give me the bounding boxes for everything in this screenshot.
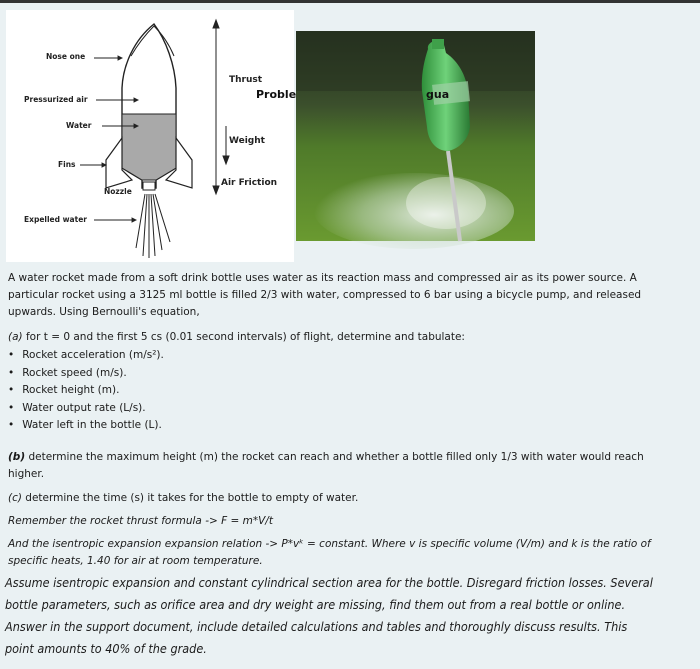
part-a-text: for t = 0 and the first 5 cs (0.01 second intervals) of flight, determine and tabulate: <box>22 331 465 343</box>
expelled-water-label: Expelled water <box>24 215 87 224</box>
intro-paragraph: A water rocket made from a soft drink bottle uses water as its reaction mass and compressed air as its power source. A particular rocket using a 3125 ml bottle is filled 2/3 with water, compressed to 6 bar using a bicycle pump, and released upwards. Using Bernoulli's equation, <box>8 272 642 318</box>
fins-label: Fins <box>58 160 76 169</box>
part-b-label: (b) <box>8 451 26 463</box>
part-b <box>8 449 678 483</box>
top-border <box>0 0 700 3</box>
isentropic-relation-note: And the isentropic expansion expansion relation -> P*vᵏ = constant. Where v is specific volume (V/m) and k is the ratio of specific heats, 1.40 for air at room temperature. <box>8 538 651 567</box>
part-c-label: (c) <box>8 492 22 504</box>
pressurized-air-label: Pressurized air <box>24 95 88 104</box>
list-item: • Rocket speed (m/s). <box>8 365 164 383</box>
assumptions-paragraph: Assume isentropic expansion and constant cylindrical section area for the bottle. Disregard friction losses. Several bottle parameters, such as orifice area and dry weight are missing, find them out from a real bottle or online. Answer in the support document, include detailed calculations and tables and thoroughly discuss results. This point amounts to 40% of the grade. <box>5 576 653 656</box>
photo-overlay-text-1: Proble <box>256 88 297 101</box>
thrust-formula-note: Remember the rocket thrust formula -> F = m*V/t <box>8 515 273 527</box>
water-label: Water <box>66 121 92 130</box>
tabulate-list <box>8 347 164 435</box>
nozzle-label: Nozzle <box>104 187 132 196</box>
part-c-text: determine the time (s) it takes for the bottle to empty of water. <box>21 492 359 504</box>
rocket-diagram <box>6 10 297 262</box>
thrust-label: Thrust <box>229 75 263 85</box>
weight-label: Weight <box>229 136 265 146</box>
part-a-label: (a) <box>8 331 23 343</box>
part-b-text: determine the maximum height (m) the rocket can reach and whether a bottle filled only 1/3 with water would reach higher. <box>8 451 644 480</box>
rocket-photo <box>256 31 535 241</box>
air-friction-label: Air Friction <box>221 178 278 188</box>
part-c <box>8 490 678 507</box>
part-a <box>8 329 678 346</box>
list-item: • Water left in the bottle (L). <box>8 417 164 435</box>
photo-overlay-text-2: gua <box>426 88 450 101</box>
nose-cone-label: Nose one <box>46 52 86 61</box>
list-item: • Water output rate (L/s). <box>8 400 164 418</box>
list-item: • Rocket acceleration (m/s²). <box>8 347 164 365</box>
list-item: • Rocket height (m). <box>8 382 164 400</box>
rocket-photo-image <box>296 31 535 241</box>
